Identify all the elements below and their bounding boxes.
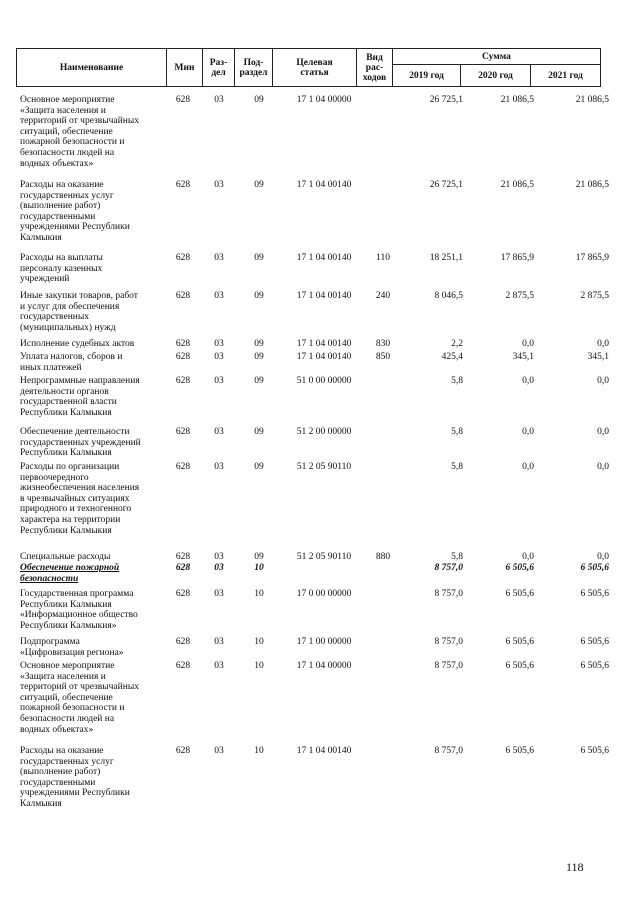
cell-cst: 51 0 00 00000 bbox=[296, 376, 352, 386]
cell-y2019: 8 046,5 bbox=[434, 291, 463, 301]
row-name-line: Расходы на оказание bbox=[20, 746, 104, 756]
cell-min: 628 bbox=[175, 376, 191, 386]
row-name-line: Специальные расходы bbox=[20, 552, 111, 562]
row-name-line: ситуаций, обеспечение bbox=[20, 126, 113, 137]
row-name-line: Основное мероприятие bbox=[20, 661, 115, 671]
cell-razdel: 03 bbox=[214, 637, 224, 647]
cell-y2021: 0,0 bbox=[597, 339, 609, 349]
row-name-line: Расходы по организации bbox=[20, 462, 120, 472]
row-name-line: (выполнение работ) bbox=[20, 767, 101, 778]
cell-cst: 17 1 04 00140 bbox=[296, 180, 352, 190]
row-name-line: Основное мероприятие bbox=[20, 95, 115, 105]
cell-y2021: 6 505,6 bbox=[580, 563, 609, 573]
cell-y2020: 21 086,5 bbox=[500, 180, 534, 190]
row-name-line: «Цифровизация региона» bbox=[20, 647, 124, 658]
header-razdel: Раз- дел bbox=[203, 49, 235, 87]
row-name-line: Иные закупки товаров, работ bbox=[20, 291, 138, 301]
row-name-line: учреждениями Республики bbox=[20, 788, 130, 799]
cell-vid: 830 bbox=[375, 339, 391, 349]
cell-vid: 850 bbox=[375, 352, 391, 362]
cell-min: 628 bbox=[175, 352, 191, 362]
row-name-line: безопасности bbox=[20, 573, 79, 584]
row-name-line: и услуг для обеспечения bbox=[20, 301, 120, 312]
row-name-line: государственных учреждений bbox=[20, 437, 141, 448]
cell-y2020: 345,1 bbox=[512, 352, 534, 362]
row-name bbox=[20, 552, 170, 563]
cell-min: 628 bbox=[175, 291, 191, 301]
cell-min: 628 bbox=[175, 462, 191, 472]
cell-y2019: 8 757,0 bbox=[434, 589, 463, 599]
cell-podrazdel: 09 bbox=[254, 291, 264, 301]
cell-podrazdel: 09 bbox=[254, 253, 264, 263]
cell-y2021: 0,0 bbox=[597, 552, 609, 562]
row-name-line: «Информационное общество bbox=[20, 610, 138, 621]
cell-y2019: 18 251,1 bbox=[429, 253, 463, 263]
cell-y2021: 6 505,6 bbox=[580, 637, 609, 647]
row-name-line: Калмыкия bbox=[20, 232, 62, 243]
cell-y2019: 5,8 bbox=[451, 462, 463, 472]
row-name-line: (муниципальных) нужд bbox=[20, 322, 116, 333]
cell-podrazdel: 10 bbox=[254, 563, 264, 573]
row-name-line: Непрограммные направления bbox=[20, 376, 140, 386]
cell-vid: 240 bbox=[375, 291, 391, 301]
row-name bbox=[20, 427, 170, 459]
cell-y2021: 17 865,9 bbox=[575, 253, 609, 263]
row-name bbox=[20, 253, 170, 285]
row-name-line: учреждений bbox=[20, 274, 70, 285]
header-min: Мин bbox=[167, 49, 203, 87]
row-name bbox=[20, 462, 170, 536]
cell-y2020: 0,0 bbox=[522, 427, 534, 437]
cell-y2019: 8 757,0 bbox=[434, 563, 463, 573]
cell-razdel: 03 bbox=[214, 352, 224, 362]
header-2019: 2019 год bbox=[393, 65, 461, 87]
row-name-line: территорий от чрезвычайных bbox=[20, 116, 139, 127]
cell-podrazdel: 10 bbox=[254, 661, 264, 671]
row-name-line: Уплата налогов, сборов и bbox=[20, 352, 123, 362]
cell-y2020: 0,0 bbox=[522, 339, 534, 349]
row-name-line: Расходы на оказание bbox=[20, 180, 104, 190]
row-name-line: водных объектах» bbox=[20, 158, 94, 169]
row-name-line: «Защита населения и bbox=[20, 671, 106, 682]
cell-min: 628 bbox=[175, 563, 191, 573]
cell-y2019: 8 757,0 bbox=[434, 746, 463, 756]
row-name-line: Подпрограмма bbox=[20, 637, 80, 647]
cell-y2020: 6 505,6 bbox=[505, 563, 534, 573]
cell-min: 628 bbox=[175, 661, 191, 671]
row-name-line: пожарной безопасности и bbox=[20, 137, 125, 148]
cell-y2019: 8 757,0 bbox=[434, 661, 463, 671]
cell-y2021: 21 086,5 bbox=[575, 95, 609, 105]
row-name bbox=[20, 180, 170, 244]
row-name bbox=[20, 563, 170, 584]
cell-razdel: 03 bbox=[214, 462, 224, 472]
cell-cst: 17 1 04 00140 bbox=[296, 253, 352, 263]
row-name-line: Республики Калмыкия bbox=[20, 525, 112, 536]
cell-y2020: 21 086,5 bbox=[500, 95, 534, 105]
cell-y2021: 6 505,6 bbox=[580, 661, 609, 671]
cell-y2021: 0,0 bbox=[597, 427, 609, 437]
cell-cst: 17 1 00 00000 bbox=[296, 637, 352, 647]
row-name-line: безопасности людей на bbox=[20, 147, 115, 158]
cell-cst: 17 1 04 00140 bbox=[296, 352, 352, 362]
cell-y2021: 6 505,6 bbox=[580, 589, 609, 599]
row-name-line: иных платежей bbox=[20, 362, 82, 373]
row-name-line: Исполнение судебных актов bbox=[20, 339, 135, 349]
cell-podrazdel: 09 bbox=[254, 462, 264, 472]
cell-y2020: 6 505,6 bbox=[505, 589, 534, 599]
cell-y2019: 26 725,1 bbox=[429, 180, 463, 190]
cell-cst: 17 1 04 00140 bbox=[296, 339, 352, 349]
cell-y2020: 17 865,9 bbox=[500, 253, 534, 263]
cell-podrazdel: 10 bbox=[254, 589, 264, 599]
cell-razdel: 03 bbox=[214, 746, 224, 756]
row-name-line: Обеспечение деятельности bbox=[20, 427, 130, 437]
cell-cst: 17 1 04 00140 bbox=[296, 746, 352, 756]
cell-cst: 17 1 04 00000 bbox=[296, 95, 352, 105]
row-name bbox=[20, 352, 170, 373]
row-name bbox=[20, 746, 170, 810]
cell-y2019: 8 757,0 bbox=[434, 637, 463, 647]
row-name-line: характера на территории bbox=[20, 514, 121, 525]
header-name: Наименование bbox=[17, 49, 167, 87]
row-name-line: «Защита населения и bbox=[20, 105, 106, 116]
cell-y2020: 0,0 bbox=[522, 552, 534, 562]
cell-razdel: 03 bbox=[214, 661, 224, 671]
header-summa: Сумма bbox=[393, 49, 601, 65]
row-name bbox=[20, 95, 170, 169]
row-name-line: персоналу казенных bbox=[20, 263, 103, 274]
cell-podrazdel: 09 bbox=[254, 180, 264, 190]
row-name bbox=[20, 661, 170, 735]
cell-min: 628 bbox=[175, 552, 191, 562]
row-name-line: территорий от чрезвычайных bbox=[20, 682, 139, 693]
row-name-line: Калмыкия bbox=[20, 798, 62, 809]
cell-y2019: 2,2 bbox=[451, 339, 463, 349]
cell-podrazdel: 10 bbox=[254, 746, 264, 756]
cell-razdel: 03 bbox=[214, 339, 224, 349]
cell-min: 628 bbox=[175, 589, 191, 599]
cell-min: 628 bbox=[175, 253, 191, 263]
cell-y2020: 6 505,6 bbox=[505, 661, 534, 671]
cell-razdel: 03 bbox=[214, 180, 224, 190]
cell-razdel: 03 bbox=[214, 376, 224, 386]
header-2020: 2020 год bbox=[461, 65, 531, 87]
header-podrazdel: Под- раздел bbox=[235, 49, 273, 87]
row-name-line: в чрезвычайных ситуациях bbox=[20, 493, 130, 504]
row-name-line: Расходы на выплаты bbox=[20, 253, 103, 263]
cell-cst: 17 1 04 00000 bbox=[296, 661, 352, 671]
cell-min: 628 bbox=[175, 746, 191, 756]
header-vid: Вид рас- ходов bbox=[357, 49, 393, 87]
header-cst: Целевая статья bbox=[273, 49, 357, 87]
cell-podrazdel: 10 bbox=[254, 637, 264, 647]
row-name-line: государственными bbox=[20, 211, 96, 222]
cell-cst: 51 2 05 90110 bbox=[296, 552, 352, 562]
row-name-line: Обеспечение пожарной bbox=[20, 563, 120, 573]
row-name-line: пожарной безопасности и bbox=[20, 703, 125, 714]
cell-y2021: 0,0 bbox=[597, 462, 609, 472]
row-name bbox=[20, 339, 170, 350]
cell-razdel: 03 bbox=[214, 552, 224, 562]
row-name-line: государственных услуг bbox=[20, 190, 114, 201]
cell-y2019: 5,8 bbox=[451, 427, 463, 437]
cell-cst: 17 1 04 00140 bbox=[296, 291, 352, 301]
cell-razdel: 03 bbox=[214, 427, 224, 437]
row-name-line: деятельности органов bbox=[20, 386, 109, 397]
cell-razdel: 03 bbox=[214, 291, 224, 301]
cell-y2021: 21 086,5 bbox=[575, 180, 609, 190]
row-name bbox=[20, 589, 170, 631]
cell-min: 628 bbox=[175, 180, 191, 190]
cell-y2020: 2 875,5 bbox=[505, 291, 534, 301]
cell-cst: 17 0 00 00000 bbox=[296, 589, 352, 599]
cell-razdel: 03 bbox=[214, 95, 224, 105]
row-name-line: природного и техногенного bbox=[20, 504, 132, 515]
row-name-line: государственных услуг bbox=[20, 756, 114, 767]
row-name-line: первоочередного bbox=[20, 472, 89, 483]
header-2021: 2021 год bbox=[531, 65, 601, 87]
cell-podrazdel: 09 bbox=[254, 339, 264, 349]
row-name-line: Республики Калмыкия bbox=[20, 448, 112, 459]
row-name-line: государственных bbox=[20, 312, 90, 323]
cell-vid: 880 bbox=[375, 552, 391, 562]
cell-y2019: 425,4 bbox=[441, 352, 463, 362]
row-name-line: Республики Калмыкия bbox=[20, 599, 112, 610]
row-name-line: Государственная программа bbox=[20, 589, 134, 599]
row-name-line: государственной власти bbox=[20, 397, 117, 408]
row-name-line: учреждениями Республики bbox=[20, 222, 130, 233]
row-name bbox=[20, 376, 170, 418]
row-name-line: водных объектах» bbox=[20, 724, 94, 735]
row-name-line: безопасности людей на bbox=[20, 713, 115, 724]
cell-podrazdel: 09 bbox=[254, 552, 264, 562]
cell-podrazdel: 09 bbox=[254, 352, 264, 362]
cell-cst: 51 2 05 90110 bbox=[296, 462, 352, 472]
cell-y2020: 0,0 bbox=[522, 376, 534, 386]
row-name-line: (выполнение работ) bbox=[20, 201, 101, 212]
row-name-line: Республики Калмыкия» bbox=[20, 620, 117, 631]
cell-podrazdel: 09 bbox=[254, 376, 264, 386]
cell-vid: 110 bbox=[376, 253, 390, 263]
page-number: 118 bbox=[566, 860, 584, 874]
cell-y2020: 6 505,6 bbox=[505, 637, 534, 647]
row-name-line: Республики Калмыкия bbox=[20, 407, 112, 418]
cell-y2019: 26 725,1 bbox=[429, 95, 463, 105]
cell-y2020: 6 505,6 bbox=[505, 746, 534, 756]
cell-podrazdel: 09 bbox=[254, 427, 264, 437]
cell-y2021: 6 505,6 bbox=[580, 746, 609, 756]
cell-y2019: 5,8 bbox=[451, 552, 463, 562]
cell-min: 628 bbox=[175, 427, 191, 437]
cell-y2021: 0,0 bbox=[597, 376, 609, 386]
cell-min: 628 bbox=[175, 637, 191, 647]
row-name-line: государственными bbox=[20, 777, 96, 788]
cell-podrazdel: 09 bbox=[254, 95, 264, 105]
row-name-line: жизнеобеспечения населения bbox=[20, 483, 140, 494]
cell-y2019: 5,8 bbox=[451, 376, 463, 386]
row-name bbox=[20, 291, 170, 333]
row-name bbox=[20, 637, 170, 658]
cell-min: 628 bbox=[175, 339, 191, 349]
cell-min: 628 bbox=[175, 95, 191, 105]
cell-razdel: 03 bbox=[214, 253, 224, 263]
row-name-line: ситуаций, обеспечение bbox=[20, 692, 113, 703]
cell-razdel: 03 bbox=[214, 589, 224, 599]
cell-y2021: 345,1 bbox=[587, 352, 609, 362]
cell-y2020: 0,0 bbox=[522, 462, 534, 472]
cell-y2021: 2 875,5 bbox=[580, 291, 609, 301]
cell-cst: 51 2 00 00000 bbox=[296, 427, 352, 437]
cell-razdel: 03 bbox=[214, 563, 224, 573]
